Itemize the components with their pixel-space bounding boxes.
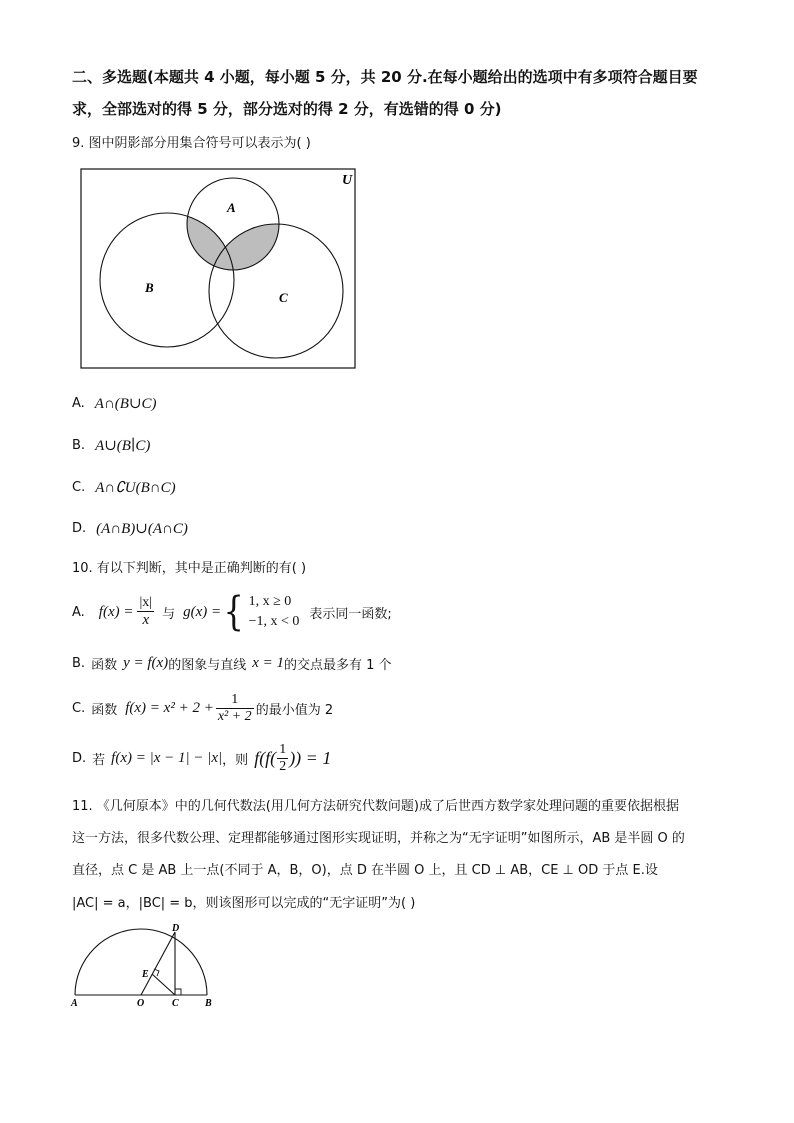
q9-option-a[interactable] bbox=[72, 394, 157, 413]
option-text: 的图象与直线 bbox=[168, 658, 247, 673]
q10-option-c[interactable] bbox=[72, 688, 333, 728]
fraction bbox=[216, 692, 254, 725]
option-text: 的最小值为 2 bbox=[255, 702, 334, 718]
right-angle-c bbox=[175, 989, 181, 995]
label-u: U bbox=[342, 173, 353, 188]
semicircle-arc bbox=[75, 929, 207, 995]
option-expr: f(x) = x² + 2 + bbox=[125, 699, 214, 716]
option-text: 函数 bbox=[91, 658, 118, 673]
option-expr: A∩∁U(B∩C) bbox=[95, 480, 176, 496]
fraction bbox=[277, 742, 288, 775]
label-b: B bbox=[205, 998, 212, 1009]
venn-diagram bbox=[80, 168, 358, 372]
q10-option-b[interactable] bbox=[72, 654, 392, 673]
option-letter: A. bbox=[72, 396, 85, 411]
denominator: x bbox=[142, 612, 150, 628]
q9-option-c[interactable] bbox=[72, 478, 176, 497]
conjunction: 与 bbox=[162, 606, 176, 622]
case-1: 1, x ≥ 0 bbox=[248, 594, 292, 609]
option-expr: f(x) = |x − 1| − |x| bbox=[111, 749, 223, 766]
label-d: D bbox=[172, 923, 180, 934]
option-text: 表示同一函数; bbox=[309, 606, 392, 622]
denominator: 2 bbox=[279, 758, 287, 774]
q10-stem: 10. 有以下判断，其中是正确判断的有( ) bbox=[72, 561, 307, 576]
option-letter: A. bbox=[72, 604, 85, 620]
label-c: C bbox=[172, 998, 179, 1009]
universe-rect bbox=[81, 169, 355, 368]
option-letter: C. bbox=[72, 480, 86, 495]
option-letter: B. bbox=[72, 656, 86, 671]
option-letter: C. bbox=[72, 700, 86, 716]
piecewise bbox=[221, 589, 300, 635]
shaded-region bbox=[100, 213, 343, 358]
option-expr: x = 1 bbox=[252, 655, 284, 671]
q11-line4: |AC| = a，|BC| = b，则该图形可以完成的“无字证明”为( ) bbox=[72, 896, 416, 911]
option-letter: D. bbox=[72, 521, 87, 536]
label-b: B bbox=[145, 280, 154, 295]
option-letter: D. bbox=[72, 750, 87, 766]
option-expr: A∩(B∪C) bbox=[94, 396, 157, 412]
q11-line3: 直径，点 C 是 AB 上一点(不同于 A，B，O)，点 D 在半圆 O 上，且 CD ⊥ AB，CE ⊥ OD 于点 E.设 bbox=[72, 863, 658, 878]
segment-ce bbox=[152, 974, 175, 995]
option-letter: B. bbox=[72, 438, 86, 453]
semicircle-figure bbox=[66, 920, 226, 1010]
q11-line1: 11. 《几何原本》中的几何代数法(用几何方法研究代数问题)成了后世西方数学家处理问题的重要依据根据 bbox=[72, 799, 679, 814]
case-2: −1, x < 0 bbox=[248, 614, 300, 629]
segment-od bbox=[141, 932, 175, 995]
option-text: 函数 bbox=[91, 702, 118, 718]
option-text: ，则 bbox=[222, 752, 249, 768]
label-c: C bbox=[279, 290, 288, 305]
f-lhs: f(x) = bbox=[98, 603, 134, 620]
label-o: O bbox=[137, 998, 145, 1009]
q9-option-b[interactable] bbox=[72, 436, 150, 455]
label-e: E bbox=[142, 969, 149, 980]
q10-option-d[interactable] bbox=[72, 737, 331, 779]
option-expr: (A∩B)∪(A∩C) bbox=[96, 521, 188, 537]
q11-line2: 这一方法，很多代数公理、定理都能够通过图形实现证明，并称之为“无字证明”如图所示，AB 是半圆 O 的 bbox=[72, 831, 685, 846]
q9-stem: 9. 图中阴影部分用集合符号可以表示为( ) bbox=[72, 136, 311, 151]
numerator: 1 bbox=[279, 741, 287, 757]
option-expr: A∪(B∣C) bbox=[95, 438, 151, 454]
section-title-line2: 求，全部选对的得 5 分，部分选对的得 2 分，有选错的得 0 分) bbox=[72, 100, 502, 118]
label-a: A bbox=[71, 998, 78, 1009]
g-lhs: g(x) = bbox=[183, 603, 222, 620]
option-expr: y = f(x) bbox=[123, 655, 169, 671]
denominator: x² + 2 bbox=[217, 708, 252, 724]
label-a: A bbox=[227, 200, 236, 215]
numerator: |x| bbox=[139, 595, 153, 610]
section-title-line1: 二、多选题(本题共 4 小题，每小题 5 分，共 20 分.在每小题给出的选项中有多项符合题目要 bbox=[72, 68, 698, 86]
option-text: 若 bbox=[92, 752, 106, 768]
option-expr: )) = 1 bbox=[289, 747, 332, 768]
fraction bbox=[137, 595, 154, 629]
option-text: 的交点最多有 1 个 bbox=[283, 658, 392, 673]
numerator: 1 bbox=[216, 692, 254, 709]
brace-icon: { bbox=[223, 589, 245, 635]
q10-option-a[interactable] bbox=[72, 589, 392, 635]
option-expr: f(f( bbox=[254, 747, 277, 768]
q9-option-d[interactable] bbox=[72, 519, 188, 538]
